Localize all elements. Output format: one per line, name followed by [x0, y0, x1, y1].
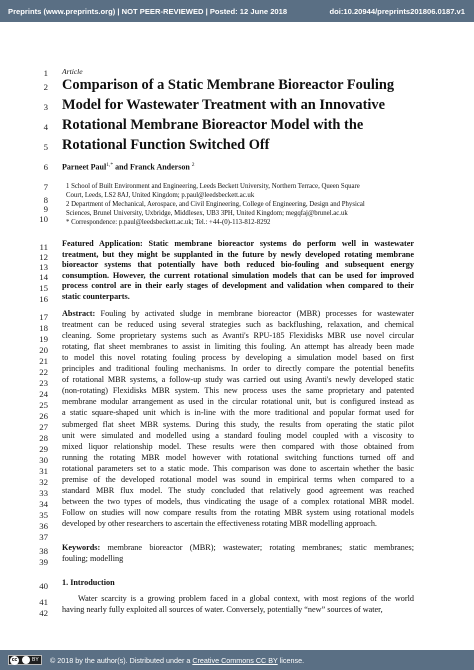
affiliation-line: 1 School of Built Environment and Engineering, Leeds Beckett University, Northern Terrace, Queen Square [66, 183, 360, 190]
article-type: Article [62, 67, 83, 76]
line-number: 36 [39, 521, 48, 531]
line-number: 31 [39, 466, 48, 476]
title-line: Rotational Function Switched Off [62, 137, 270, 153]
line-number: 7 [43, 182, 48, 192]
line-number: 15 [39, 283, 48, 293]
line-number: 8 [43, 195, 48, 205]
line-number: 5 [43, 142, 48, 152]
line-number: 37 [39, 532, 48, 542]
preprint-header-banner [0, 0, 474, 22]
line-number: 38 [39, 546, 48, 556]
line-number: 11 [39, 242, 48, 252]
correspondence-line: * Correspondence: p.paul@leedsbeckett.ac.uk; Tel.: +44-(0)-113-812-8292 [66, 219, 271, 226]
affiliation-line: Court, Leeds, LS2 8AJ, United Kingdom; p.paul@leedsbeckett.ac.uk [66, 192, 255, 199]
text-line: treatment can be reduced using several strategies such as backflushing, relaxation, and chemical [62, 320, 414, 330]
text-line: fouling; modelling [62, 554, 124, 563]
text-line: running the rotating MBR model however with rotational switching functions turned off and [62, 452, 414, 462]
text-line: Keywords: membrane bioreactor (MBR); wastewater; rotating membranes; static membranes; [62, 543, 414, 552]
line-number: 14 [39, 272, 48, 282]
doi-link[interactable]: doi:10.20944/preprints201806.0187.v1 [329, 7, 465, 16]
line-number: 3 [43, 102, 48, 112]
line-number: 10 [39, 214, 48, 224]
line-number: 16 [39, 294, 48, 304]
author-name: and Franck Anderson [113, 162, 192, 172]
line-number: 41 [39, 597, 48, 607]
text-line: Follow on studies will now compare results from the rotating MBR system using rotational models [62, 507, 414, 517]
line-number: 32 [39, 477, 48, 487]
license-text: © 2018 by the author(s). Distributed under a Creative Commons CC BY license. [50, 656, 305, 665]
line-number: 25 [39, 400, 48, 410]
license-footer [0, 650, 474, 670]
line-number: 20 [39, 345, 48, 355]
line-number: 40 [39, 581, 48, 591]
line-number: 17 [39, 312, 48, 322]
text-line: developed by other researchers to ascertain the effectiveness rotating MBR modelling approach. [62, 518, 377, 528]
text-line: Abstract: Fouling by activated sludge in membrane bioreactor (MBR) processes for wastewater [62, 309, 414, 318]
text-line: standard MBR flux model. The study concluded that relatively good agreement was reached [62, 485, 414, 495]
authors [62, 162, 195, 172]
line-number: 4 [43, 122, 48, 132]
text-line: principles and traditional fouling mechanisms. In order to directly compare the potential benefits [62, 364, 414, 374]
text-line: process control are in their early stages of development and validation when compared to their [62, 281, 414, 291]
affiliation-line: 2 Department of Mechanical, Aerospace, and Civil Engineering, College of Engineering, Design and Physical [66, 201, 365, 208]
text-line: unit were simulated and modelled using a standard fouling model coupled with a viscosity to [62, 430, 414, 440]
line-number: 22 [39, 367, 48, 377]
text-line: membrane modular arrangement as used in the circular rotational unit, but is configured instead as [62, 397, 414, 407]
line-number: 2 [43, 82, 48, 92]
line-number: 29 [39, 444, 48, 454]
title-line: Model for Wastewater Treatment with an Innovative [62, 97, 385, 113]
title-line: Rotational Membrane Bioreactor Model with the [62, 117, 364, 133]
text-line: Water scarcity is a growing problem faced in a global context, with most regions of the world [78, 594, 414, 603]
text-line: mixed liquor relationship model. These results were then compared with those obtained from [62, 441, 414, 451]
line-number: 35 [39, 510, 48, 520]
text-line: bioreactor systems that potentially have both reduced bio-fouling and subsequent energy [62, 260, 414, 270]
line-number: 21 [39, 356, 48, 366]
affiliation-line: Sciences, Brunel University, Uxbridge, Middlesex, UB3 3PH, United Kingdom; megqfaj@brunel.ac.uk [66, 210, 348, 217]
line-number: 33 [39, 488, 48, 498]
text-line: (non-rotating) Flexidisks MBR system. This new process uses the same proprietary and patented [62, 386, 414, 396]
line-number: 27 [39, 422, 48, 432]
line-number: 12 [39, 252, 48, 262]
section-heading: 1. Introduction [62, 578, 115, 587]
author-superscript: 2 [191, 162, 195, 168]
line-number: 1 [43, 68, 48, 78]
text-line: static counterparts. [62, 292, 130, 301]
line-number: 18 [39, 323, 48, 333]
text-line: submerged flat sheet MBR systems. During this study, the results from operating the static pilot [62, 419, 414, 429]
text-line: rotating, flat sheet membranes to assist in limiting this fouling. An attempt has already been made [62, 342, 414, 352]
cc-by-icon[interactable]: cc BY [8, 655, 42, 665]
text-line: Featured Application: Static membrane bioreactor systems do perform well in wastewater [62, 239, 414, 248]
line-number: 28 [39, 433, 48, 443]
text-line: treatment, but they might be supplanted in the future by newly developed rotating membrane [62, 249, 414, 259]
author-superscript: 1,* [106, 162, 114, 168]
text-line: rotational parameters set to a static mode. This comparison was done to ascertain whether the basic [62, 463, 414, 473]
text-line: having nearly fully exploited all sources of water. Conversely, potentially “new” sources of water, [62, 605, 383, 615]
preprint-status-text: Preprints (www.preprints.org) | NOT PEER-REVIEWED | Posted: 12 June 2018 [8, 7, 288, 16]
line-number: 39 [39, 557, 48, 567]
text-line: cleaning. Some proprietary systems such as Avanti's RPU-185 Flexidisks MBR use novel circular [62, 331, 414, 341]
line-number: 19 [39, 334, 48, 344]
title-line: Comparison of a Static Membrane Bioreactor Fouling [62, 77, 395, 93]
line-number: 13 [39, 262, 48, 272]
line-number: 34 [39, 499, 48, 509]
line-number: 23 [39, 378, 48, 388]
text-line: a static square-shaped unit which is in-line with the more traditional and popular format used for [62, 408, 414, 418]
line-number: 26 [39, 411, 48, 421]
author-name: Parneet Paul [62, 162, 107, 172]
line-number: 6 [43, 162, 48, 172]
text-line: of rotational MBR systems, a follow-up study was carried out using Avanti's newly developed static [62, 375, 414, 385]
text-line: consumption. However, the current rotational simulation models that can be used for improved [62, 270, 414, 280]
line-number: 42 [39, 608, 48, 618]
license-link[interactable]: Creative Commons CC BY [192, 656, 278, 665]
line-number: 9 [43, 204, 48, 214]
text-line: premise of the developed rotational model was sound in empirical terms when compared to a [62, 474, 414, 484]
line-number: 30 [39, 455, 48, 465]
text-line: between the two types of models, thus vindicating the usage of a complex rotational MBR model. [62, 496, 414, 506]
line-number: 24 [39, 389, 48, 399]
text-line: to model this novel rotating fouling process by developing a simulation model based on first [62, 353, 414, 363]
